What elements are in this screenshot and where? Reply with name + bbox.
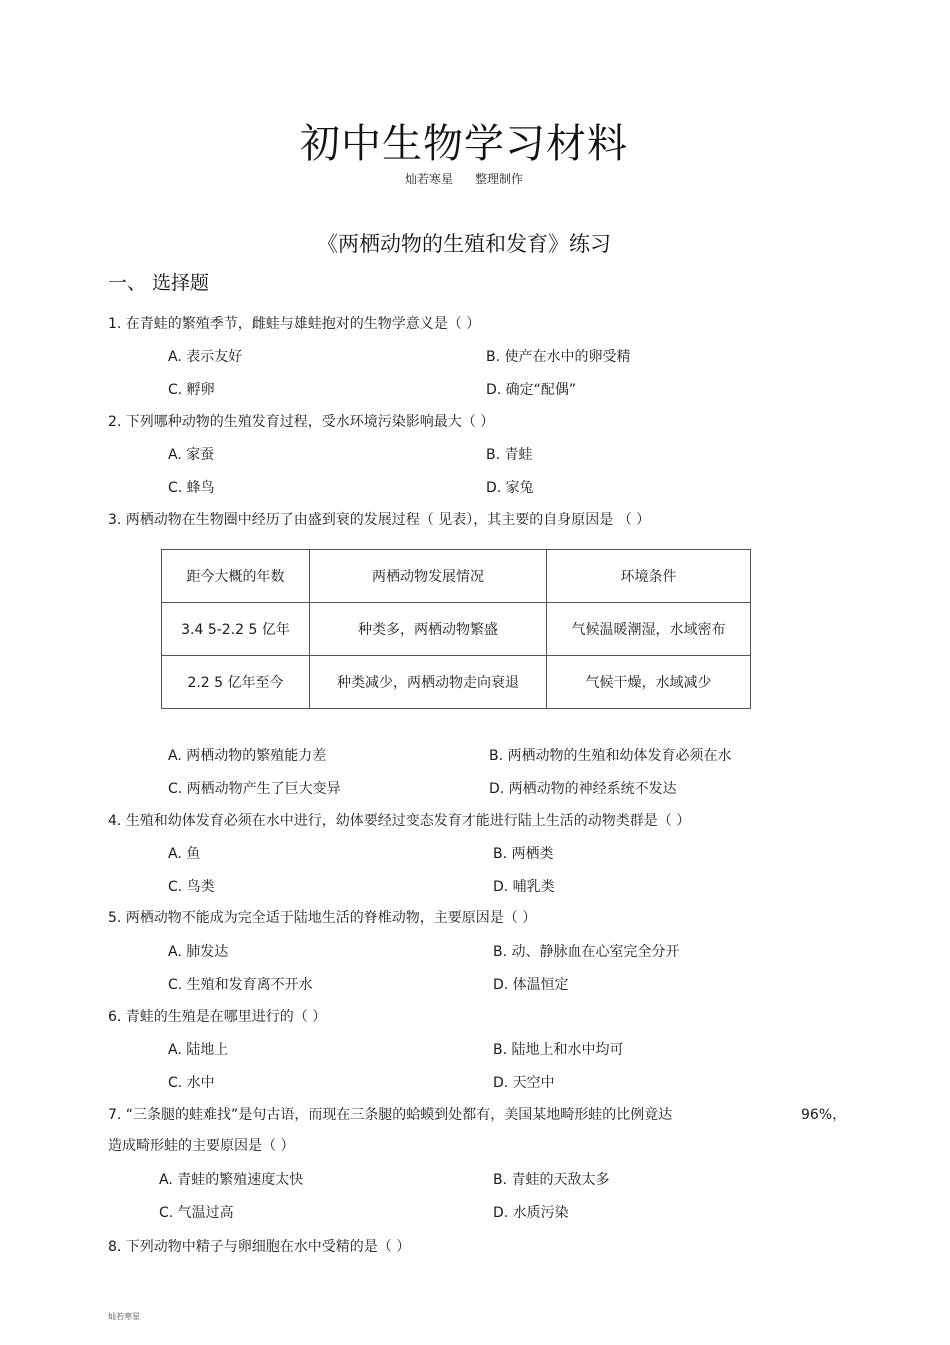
footer-text: 灿若寒星 <box>108 1312 140 1321</box>
question-6-stem: 6. 青蛙的生殖是在哪里进行的（ ） <box>108 1009 327 1025</box>
question-7-stem-tail: 96%， <box>801 1107 847 1123</box>
question-2-stem: 2. 下列哪种动物的生殖发育过程，受水环境污染影响最大（ ） <box>108 414 495 430</box>
question-3-option-c: C. 两栖动物产生了巨大变异 <box>168 781 341 797</box>
table-cell: 种类多，两栖动物繁盛 <box>310 603 547 656</box>
page-title: 初中生物学习材料 <box>300 121 628 167</box>
question-6-option-a: A. 陆地上 <box>168 1042 229 1058</box>
question-5-option-d: D. 体温恒定 <box>493 977 569 993</box>
question-4-stem: 4. 生殖和幼体发育必须在水中进行，幼体要经过变态发育才能进行陆上生活的动物类群是（ ） <box>108 813 691 829</box>
question-3-option-d: D. 两栖动物的神经系统不发达 <box>489 781 677 797</box>
question-4-option-a: A. 鱼 <box>168 846 201 862</box>
question-8-stem: 8. 下列动物中精子与卵细胞在水中受精的是（ ） <box>108 1239 411 1255</box>
table-cell: 2.2 5 亿年至今 <box>162 656 310 709</box>
question-6-option-b: B. 陆地上和水中均可 <box>493 1042 624 1058</box>
table-header-cell: 环境条件 <box>547 550 751 603</box>
question-2-option-b: B. 青蛙 <box>486 447 533 463</box>
question-1-option-d: D. 确定“配偶” <box>486 382 577 398</box>
section-heading: 一、 选择题 <box>108 272 210 294</box>
question-7-option-c: C. 气温过高 <box>159 1205 234 1221</box>
question-3-stem: 3. 两栖动物在生物圈中经历了由盛到衰的发展过程（ 见表），其主要的自身原因是 （ ） <box>108 512 651 528</box>
table-row <box>162 603 751 656</box>
question-6-option-d: D. 天空中 <box>493 1075 555 1091</box>
question-5-option-a: A. 肺发达 <box>168 944 229 960</box>
question-1-stem: 1. 在青蛙的繁殖季节，雌蛙与雄蛙抱对的生物学意义是（ ） <box>108 316 481 332</box>
table-header-row <box>162 550 751 603</box>
question-7-stem-line2: 造成畸形蛙的主要原因是（ ） <box>108 1138 295 1154</box>
question-5-stem: 5. 两栖动物不能成为完全适于陆地生活的脊椎动物，主要原因是（ ） <box>108 910 537 926</box>
table-cell: 种类减少，两栖动物走向衰退 <box>310 656 547 709</box>
question-4-option-d: D. 哺乳类 <box>493 879 555 895</box>
question-1-option-a: A. 表示友好 <box>168 349 243 365</box>
question-1-option-b: B. 使产在水中的卵受精 <box>486 349 631 365</box>
question-2-option-a: A. 家蚕 <box>168 447 215 463</box>
question-7-option-b: B. 青蛙的天敌太多 <box>493 1172 610 1188</box>
table-cell: 气候温暖潮湿，水域密布 <box>547 603 751 656</box>
table-header-cell: 两栖动物发展情况 <box>310 550 547 603</box>
question-5-option-c: C. 生殖和发育离不开水 <box>168 977 313 993</box>
question-6-option-c: C. 水中 <box>168 1075 215 1091</box>
question-2-option-c: C. 蜂鸟 <box>168 480 215 496</box>
question-7-stem: 7. “三条腿的蛙难找”是句古语，而现在三条腿的蛤蟆到处都有，美国某地畸形蛙的比例竟达 <box>108 1107 673 1123</box>
credit-text: 整理制作 <box>475 172 524 186</box>
question-3-option-b: B. 两栖动物的生殖和幼体发育必须在水 <box>489 748 732 764</box>
question-5-option-b: B. 动、静脉血在心室完全分开 <box>493 944 680 960</box>
question-1-option-c: C. 孵卵 <box>168 382 215 398</box>
question-7-option-d: D. 水质污染 <box>493 1205 569 1221</box>
table-row <box>162 656 751 709</box>
question-7-option-a: A. 青蛙的繁殖速度太快 <box>159 1172 304 1188</box>
table-header-cell: 距今大概的年数 <box>162 550 310 603</box>
question-2-option-d: D. 家兔 <box>486 480 534 496</box>
data-table <box>161 549 751 709</box>
table-cell: 3.4 5-2.2 5 亿年 <box>162 603 310 656</box>
question-4-option-b: B. 两栖类 <box>493 846 554 862</box>
subtitle <box>0 170 928 187</box>
question-4-option-c: C. 鸟类 <box>168 879 215 895</box>
question-3-option-a: A. 两栖动物的繁殖能力差 <box>168 748 327 764</box>
author-name: 灿若寒星 <box>404 172 453 186</box>
document-title: 《两栖动物的生殖和发育》练习 <box>317 232 611 256</box>
table-cell: 气候干燥，水域减少 <box>547 656 751 709</box>
